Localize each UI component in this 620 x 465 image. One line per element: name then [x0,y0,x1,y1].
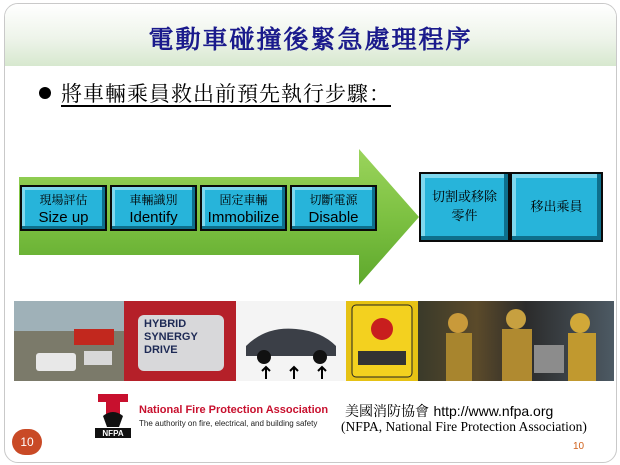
bullet-text: 將車輛乘員救出前預先執行步驟： [61,82,391,106]
citation-line-2: (NFPA, National Fire Protection Association) [341,419,587,434]
step-cn: 固定車輛 [219,193,268,207]
step-cut-remove-label: 切割或移除 零件 [431,190,497,224]
step-en: Disable [308,209,359,226]
step-extricate [510,172,603,242]
step-disable [290,185,377,231]
step-extricate-label: 移出乘員 [530,199,583,215]
svg-text:NFPA: NFPA [102,429,124,438]
step-immobilize [200,185,287,231]
photo-strip [14,301,614,381]
disconnect-switch-photo [346,301,418,381]
step-cn: 現場評估 [39,193,88,207]
nfpa-logo-icon [95,394,131,438]
slide-title: 電動車碰撞後緊急處理程序 [148,25,473,54]
fire-trucks-image [14,301,124,381]
step-size-up [20,185,107,231]
car-image [236,301,346,381]
step-en: Immobilize [207,209,280,226]
step-en: Size up [38,209,89,226]
step-en: Identify [129,209,178,226]
citation-line-1 [345,401,553,421]
crash-scene-photo [14,301,124,381]
citation-cn: 美國消防協會 [345,404,429,420]
switch-image [346,301,418,381]
step-cn: 車輛識別 [129,193,178,207]
hybrid-badge-photo [124,301,236,381]
firefighters-image [418,301,614,381]
step-cut-remove [419,172,510,242]
car-stabilized-photo [236,301,346,381]
step-identify [110,185,197,231]
nfpa-name: National Fire Protection Association [139,404,329,416]
citation-url[interactable]: http://www.nfpa.org [433,403,554,419]
step-cn: 切斷電源 [309,193,358,207]
firefighters-photo [418,301,614,381]
page-number-badge: 10 [12,429,42,455]
bullet-icon [39,87,51,99]
page-number: 10 [573,441,585,452]
slide [4,3,617,463]
nfpa-tagline: The authority on fire, electrical, and building safety [139,419,318,428]
hybrid-badge: HYBRID SYNERGY DRIVE [138,315,224,371]
